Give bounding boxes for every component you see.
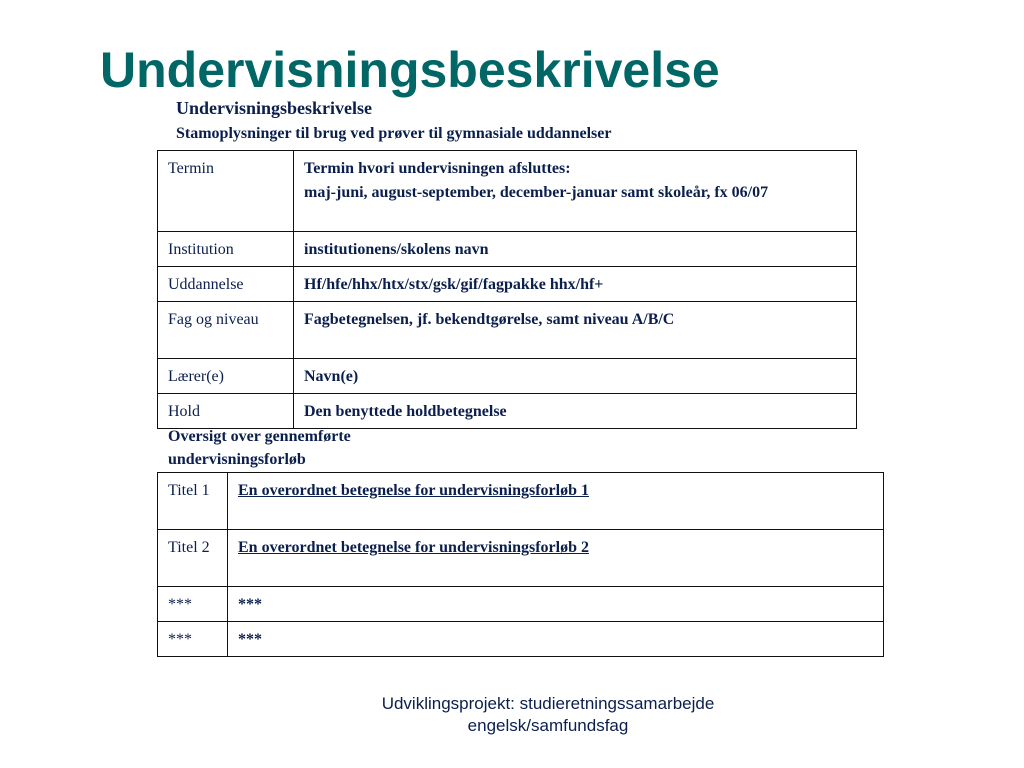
row-label: Titel 2	[158, 530, 228, 587]
table-row-titel-2	[158, 530, 884, 587]
table-row-placeholder	[158, 622, 884, 657]
footer-line: Udviklingsprojekt: studieretningssamarbejde	[381, 694, 715, 713]
row-label: Lærer(e)	[158, 359, 294, 394]
table-row-placeholder	[158, 587, 884, 622]
table-row-fag-og-niveau	[158, 302, 857, 359]
table-row-institution	[158, 232, 857, 267]
row-label: Hold	[158, 394, 294, 429]
table-row-titel-1	[158, 473, 884, 530]
row-label: ***	[158, 622, 228, 657]
forloeb-table	[157, 472, 884, 657]
footer-line: engelsk/samfundsfag	[467, 716, 629, 735]
forloeb-link-2[interactable]: En overordnet betegnelse for undervisningsforløb 2	[238, 539, 589, 556]
row-value: ***	[228, 587, 884, 622]
overview-caption: Oversigt over gennemførte undervisningsforløb	[168, 428, 351, 468]
row-value-line: maj-juni, august-september, december-januar samt skoleår, fx 06/07	[304, 184, 769, 201]
row-value	[228, 473, 884, 530]
row-value: Den benyttede holdbetegnelse	[294, 394, 857, 429]
row-label: ***	[158, 587, 228, 622]
row-label: Institution	[158, 232, 294, 267]
table-row-hold	[158, 394, 857, 429]
row-label: Uddannelse	[158, 267, 294, 302]
slide-footer	[300, 693, 796, 737]
document-title: Undervisningsbeskrivelse	[176, 98, 373, 118]
table-row-termin	[158, 151, 857, 232]
document-subtitle: Stamoplysninger til brug ved prøver til gymnasiale uddannelser	[176, 125, 612, 142]
row-value: institutionens/skolens navn	[294, 232, 857, 267]
row-value: Navn(e)	[294, 359, 857, 394]
table-row-uddannelse	[158, 267, 857, 302]
row-value: ***	[228, 622, 884, 657]
row-value	[294, 151, 857, 232]
stamdata-table	[157, 150, 857, 429]
table-row-laerer	[158, 359, 857, 394]
row-value: Hf/hfe/hhx/htx/stx/gsk/gif/fagpakke hhx/hf+	[294, 267, 857, 302]
document-heading	[176, 96, 611, 146]
row-label: Termin	[158, 151, 294, 232]
row-label: Titel 1	[158, 473, 228, 530]
forloeb-link-1[interactable]: En overordnet betegnelse for undervisningsforløb 1	[238, 482, 589, 499]
slide-title: Undervisningsbeskrivelse	[100, 42, 720, 98]
row-value-line: Termin hvori undervisningen afsluttes:	[304, 160, 571, 177]
row-value: Fagbetegnelsen, jf. bekendtgørelse, samt niveau A/B/C	[294, 302, 857, 359]
row-value	[228, 530, 884, 587]
row-label: Fag og niveau	[158, 302, 294, 359]
